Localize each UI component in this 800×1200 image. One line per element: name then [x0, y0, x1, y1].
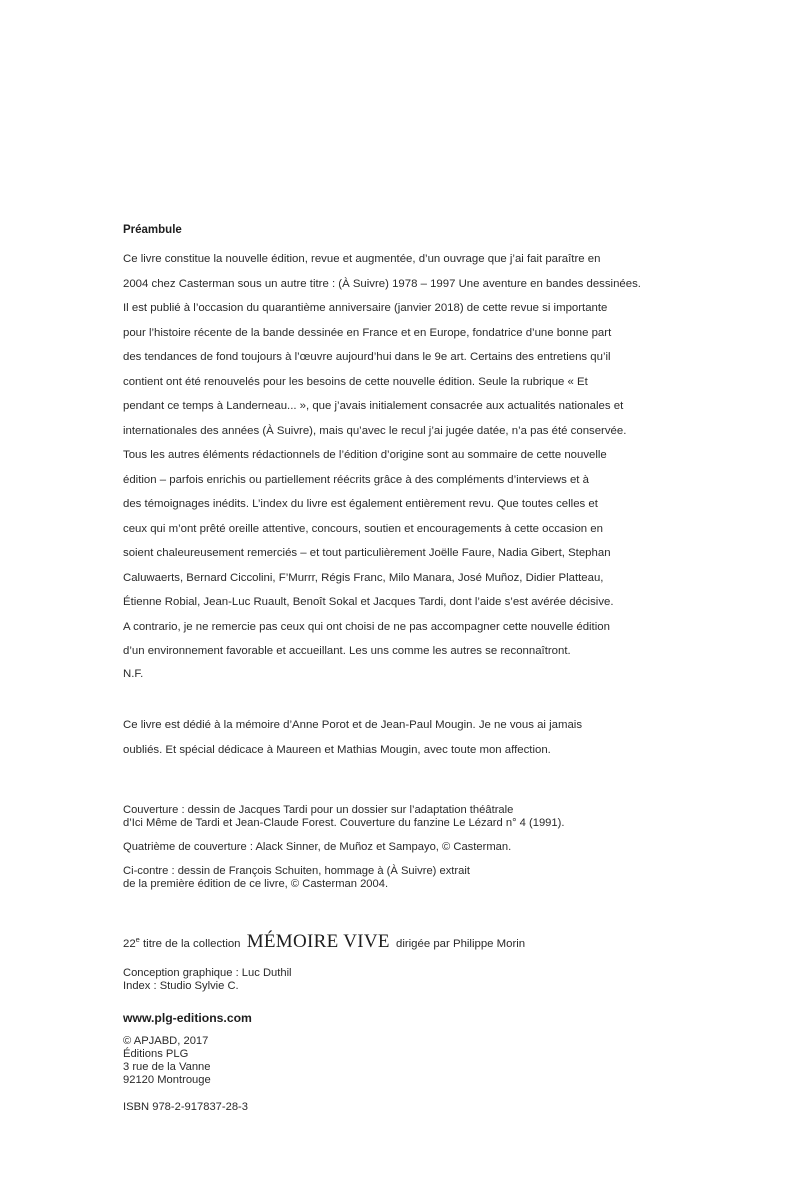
publisher-name: Éditions PLG [123, 1048, 189, 1060]
collection-number-suffix: e [135, 935, 140, 945]
preambule-line: des témoignages inédits. L’index du livre est également entièrement revu. Que toutes celles et [123, 498, 598, 510]
preambule-line: des tendances de fond toujours à l’œuvre aujourd’hui dans le 9e art. Certains des entretiens qu’il [123, 351, 611, 363]
preambule-line: pendant ce temps à Landerneau... », que j’avais initialement consacrée aux actualités nationales et [123, 400, 624, 412]
preambule-line: pour l’histoire récente de la bande dessinée en France et en Europe, fondatrice d’une bonne part [123, 326, 612, 339]
preambule-line: soient chaleureusement remerciés – et tout particulièrement Joëlle Faure, Nadia Gibert, Stephan [123, 547, 611, 559]
cover-credit [123, 804, 564, 830]
publisher-city: 92120 Montrouge [123, 1074, 211, 1086]
publisher-info [123, 1035, 211, 1087]
preambule-line: Caluwaerts, Bernard Ciccolini, F’Murrr, Régis Franc, Milo Manara, José Muñoz, Didier Platteau, [123, 571, 604, 584]
cover-credit-line: Couverture : dessin de Jacques Tardi pour un dossier sur l’adaptation théâtrale [123, 804, 514, 816]
copyright-line: © APJABD, 2017 [123, 1035, 209, 1047]
opposite-credit [123, 865, 470, 891]
dedication-text [123, 713, 582, 763]
preambule-line: Étienne Robial, Jean-Luc Ruault, Benoît Sokal et Jacques Tardi, dont l’aide s’est avérée décisive. [123, 596, 614, 608]
opposite-credit-line: de la première édition de ce livre, © Casterman 2004. [123, 878, 389, 890]
preambule-line: A contrario, je ne remercie pas ceux qui ont choisi de ne pas accompagner cette nouvelle édition [123, 620, 610, 633]
preambule-line: édition – parfois enrichis ou partiellement réécrits grâce à des compléments d’interviews et à [123, 473, 589, 486]
index-credit: Index : Studio Sylvie C. [123, 980, 239, 992]
collection-name: MÉMOIRE VIVE [246, 931, 390, 952]
dedication-line: Ce livre est dédié à la mémoire d’Anne Porot et de Jean-Paul Mougin. Je ne vous ai jamais [123, 719, 583, 731]
opposite-credit-line: Ci-contre : dessin de François Schuiten, hommage à (À Suivre) extrait [123, 865, 470, 877]
collection-director: dirigée par Philippe Morin [395, 938, 526, 950]
website-link[interactable]: www.plg-editions.com [123, 1011, 252, 1025]
preambule-line: Il est publié à l’occasion du quarantième anniversaire (janvier 2018) de cette revue si importante [123, 302, 608, 314]
preambule-line: d’un environnement favorable et accueillant. Les uns comme les autres se reconnaîtront. [123, 645, 571, 657]
collection-prefix: titre de la collection [143, 938, 241, 950]
collection-line [123, 931, 525, 953]
cover-credit-line: d’Ici Même de Tardi et Jean-Claude Forest. Couverture du fanzine Le Lézard n° 4 (1991). [123, 817, 565, 829]
design-credits [123, 967, 292, 993]
preambule-line: Tous les autres éléments rédactionnels de l’édition d’origine sont au sommaire de cette nouvelle [123, 449, 607, 461]
preambule-line: 2004 chez Casterman sous un autre titre : (À Suivre) 1978 – 1997 Une aventure en bandes dessinées. [123, 277, 641, 290]
isbn: ISBN 978-2-917837-28-3 [123, 1101, 249, 1113]
preambule-title: Préambule [123, 224, 182, 236]
author-signature: N.F. [123, 668, 144, 680]
graphic-design-credit: Conception graphique : Luc Duthil [123, 967, 292, 979]
preambule-text [123, 247, 703, 664]
dedication-line: oubliés. Et spécial dédicace à Maureen et Mathias Mougin, avec toute mon affection. [123, 744, 551, 756]
publisher-street: 3 rue de la Vanne [123, 1061, 211, 1073]
back-cover-credit: Quatrième de couverture : Alack Sinner, de Muñoz et Sampayo, © Casterman. [123, 841, 512, 853]
preambule-line: contient ont été renouvelés pour les besoins de cette nouvelle édition. Seule la rubrique « Et [123, 375, 588, 388]
preambule-line: Ce livre constitue la nouvelle édition, revue et augmentée, d’un ouvrage que j’ai fait paraître en [123, 253, 601, 265]
preambule-line: internationales des années (À Suivre), mais qu’avec le recul j’ai jugée datée, n’a pas été conservée. [123, 424, 627, 437]
preambule-line: ceux qui m’ont prêté oreille attentive, concours, soutien et encouragements à cette occasion en [123, 522, 603, 535]
collection-number: 22 [123, 938, 136, 950]
